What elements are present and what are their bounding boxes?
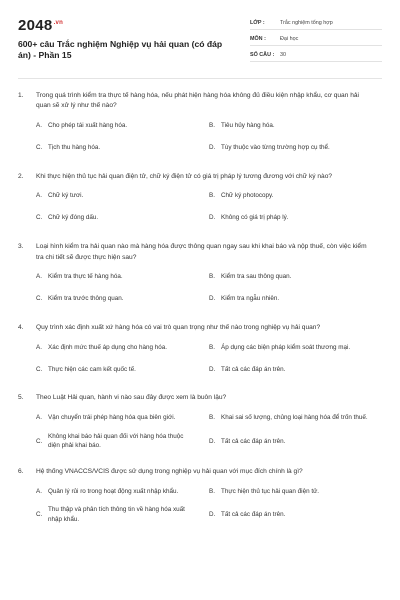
site-logo[interactable]: [18, 14, 233, 35]
option-text: Tất cả các đáp án trên.: [221, 437, 286, 445]
option-letter: D.: [209, 295, 216, 303]
answer-options: [36, 118, 382, 162]
option-text: Khai sai số lượng, chủng loại hàng hóa để trốn thuế.: [221, 414, 368, 422]
answer-option[interactable]: [209, 505, 382, 524]
document-title: 600+ câu Trắc nghiệm Nghiệp vụ hải quan (có đáp án) - Phần 15: [18, 39, 223, 60]
logo-text: 2048: [18, 17, 53, 34]
option-text: Kiểm tra trước thông quan.: [48, 295, 124, 303]
question-item: [18, 393, 382, 457]
logo-suffix: .vn: [53, 20, 64, 26]
option-letter: D.: [209, 214, 216, 222]
header-divider: [18, 78, 382, 79]
question-stem: [18, 91, 382, 112]
info-value: Đại học: [280, 35, 299, 42]
answer-option[interactable]: [36, 432, 209, 451]
option-letter: B.: [209, 273, 215, 281]
option-text: Xác định mức thuế áp dụng cho hàng hóa.: [48, 343, 168, 351]
info-label: MÔN :: [250, 35, 266, 42]
option-text: Vận chuyển trái phép hàng hóa qua biên giới.: [48, 414, 176, 422]
answer-option[interactable]: [36, 291, 209, 307]
question-item: [18, 242, 382, 313]
answer-option[interactable]: [209, 483, 382, 499]
option-letter: C.: [36, 295, 43, 303]
answer-option[interactable]: [209, 188, 382, 204]
option-letter: B.: [209, 122, 215, 130]
option-text: Không có giá trị pháp lý.: [221, 214, 289, 222]
question-item: [18, 172, 382, 232]
answer-option[interactable]: [36, 410, 209, 426]
option-letter: D.: [209, 144, 216, 152]
option-letter: C.: [36, 437, 43, 445]
question-text: Khi thực hiện thủ tục hải quan điện tử, chữ ký điện tử có giá trị pháp lý tương đương với chữ ký nào?: [36, 172, 333, 180]
option-letter: D.: [209, 437, 216, 445]
question-stem: [18, 172, 382, 182]
option-text: Tiêu hủy hàng hóa.: [221, 122, 275, 130]
question-number: 5.: [18, 394, 24, 402]
option-letter: C.: [36, 511, 43, 519]
option-text: Tất cả các đáp án trên.: [221, 365, 286, 373]
option-text: Áp dụng các biện pháp kiểm soát thương mại.: [221, 343, 351, 351]
question-text: Trong quá trình kiểm tra thực tế hàng hóa, nếu phát hiện hàng hóa không đủ điều kiện nhập khẩu, cơ quan hải quan sẽ xử lý như thế nào?: [36, 92, 360, 110]
document-info-table: [250, 16, 382, 62]
answer-options: [36, 188, 382, 232]
option-text: Thực hiện các cam kết quốc tế.: [48, 365, 136, 373]
question-text: Hệ thống VNACCS/VCIS được sử dụng trong nghiệp vụ hải quan với mục đích chính là gì?: [36, 468, 303, 476]
option-text: Tịch thu hàng hóa.: [48, 144, 101, 152]
info-row-question-count: [250, 48, 382, 62]
option-text: Thực hiện thủ tục hải quan điện tử.: [221, 487, 320, 495]
option-text: Cho phép tái xuất hàng hóa.: [48, 122, 128, 130]
option-text: Kiểm tra thực tế hàng hóa.: [48, 273, 123, 281]
option-text: Không khai báo hải quan đối với hàng hóa thuộc diện phải khai báo.: [48, 432, 184, 450]
question-item: [18, 467, 382, 531]
option-letter: A.: [36, 487, 42, 495]
question-stem: [18, 467, 382, 477]
question-list: [18, 91, 382, 531]
info-value: Trắc nghiệm tổng hợp: [280, 19, 333, 26]
answer-option[interactable]: [36, 361, 209, 377]
answer-option[interactable]: [209, 410, 382, 426]
option-text: Tất cả các đáp án trên.: [221, 511, 286, 519]
answer-options: [36, 483, 382, 530]
question-text: Loại hình kiểm tra hải quan nào mà hàng hóa được thông quan ngay sau khi khai báo và nộp thuế, còn việc kiểm tra chi tiết sẽ được thực hiện sau?: [36, 243, 367, 261]
answer-option[interactable]: [209, 291, 382, 307]
answer-option[interactable]: [209, 118, 382, 134]
info-value: 30: [280, 51, 286, 58]
option-text: Quản lý rủi ro trong hoạt động xuất nhập khẩu.: [48, 487, 179, 495]
answer-option[interactable]: [36, 483, 209, 499]
question-number: 4.: [18, 324, 24, 332]
answer-option[interactable]: [36, 269, 209, 285]
question-stem: [18, 242, 382, 263]
option-letter: A.: [36, 273, 42, 281]
question-stem: [18, 393, 382, 403]
answer-option[interactable]: [36, 118, 209, 134]
question-item: [18, 91, 382, 162]
answer-option[interactable]: [209, 269, 382, 285]
option-letter: A.: [36, 192, 42, 200]
option-letter: C.: [36, 144, 43, 152]
info-row-class: [250, 16, 382, 30]
option-text: Kiểm tra ngẫu nhiên.: [221, 295, 280, 303]
answer-option[interactable]: [209, 361, 382, 377]
info-label: LỚP :: [250, 19, 265, 26]
option-letter: A.: [36, 343, 42, 351]
answer-option[interactable]: [209, 140, 382, 156]
answer-option[interactable]: [209, 339, 382, 355]
option-letter: A.: [36, 122, 42, 130]
question-stem: [18, 323, 382, 333]
info-label: SỐ CÂU :: [250, 51, 275, 58]
info-row-subject: [250, 32, 382, 46]
question-number: 1.: [18, 92, 24, 99]
question-text: Quy trình xác định xuất xứ hàng hóa có vai trò quan trọng như thế nào trong nghiệp vụ hải quan?: [36, 324, 321, 332]
answer-option[interactable]: [36, 140, 209, 156]
answer-options: [36, 269, 382, 313]
option-letter: C.: [36, 365, 43, 373]
option-letter: B.: [209, 343, 215, 351]
question-number: 2.: [18, 172, 24, 180]
answer-options: [36, 410, 382, 457]
option-letter: D.: [209, 365, 216, 373]
option-letter: D.: [209, 511, 216, 519]
option-letter: C.: [36, 214, 43, 222]
question-item: [18, 323, 382, 383]
option-text: Chữ ký tươi.: [48, 192, 84, 200]
option-letter: B.: [209, 192, 215, 200]
option-letter: A.: [36, 414, 42, 422]
option-letter: B.: [209, 487, 215, 495]
document-header: [18, 14, 382, 72]
option-text: Thu thập và phân tích thông tin về hàng hóa xuất nhập khẩu.: [48, 506, 185, 524]
answer-option[interactable]: [209, 432, 382, 451]
option-text: Tùy thuộc vào từng trường hợp cụ thể.: [221, 144, 330, 152]
question-number: 6.: [18, 468, 24, 476]
answer-option[interactable]: [36, 210, 209, 226]
question-text: Theo Luật Hải quan, hành vi nào sau đây được xem là buôn lậu?: [36, 394, 227, 402]
answer-option[interactable]: [36, 505, 209, 524]
option-text: Chữ ký đóng dấu.: [48, 214, 99, 222]
answer-option[interactable]: [36, 339, 209, 355]
answer-option[interactable]: [36, 188, 209, 204]
answer-options: [36, 339, 382, 383]
option-letter: B.: [209, 414, 215, 422]
question-number: 3.: [18, 243, 24, 251]
option-text: Kiểm tra sau thông quan.: [221, 273, 292, 281]
header-left: [18, 14, 233, 61]
answer-option[interactable]: [209, 210, 382, 226]
option-text: Chữ ký photocopy.: [221, 192, 274, 200]
